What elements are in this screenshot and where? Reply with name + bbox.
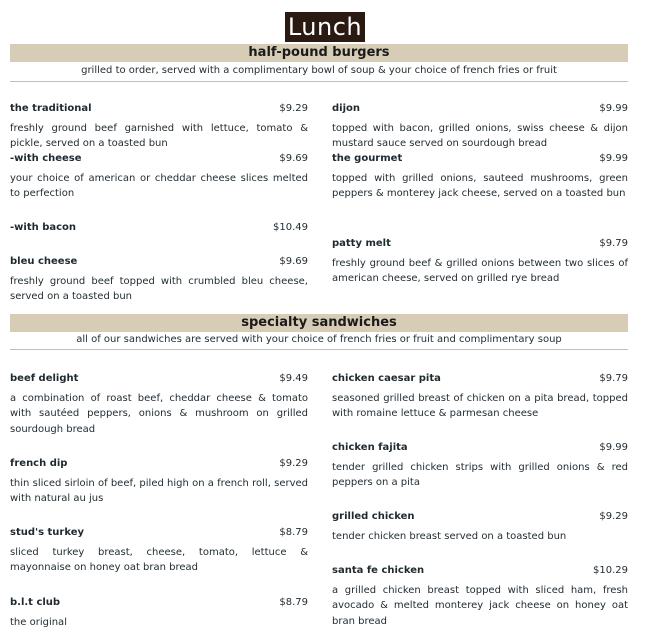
menu-item — [332, 101, 628, 152]
item-price: $9.69 — [279, 256, 308, 267]
item-price: $9.29 — [279, 103, 308, 114]
section-heading-label: specialty sandwiches — [241, 315, 397, 330]
item-name: the gourmet — [332, 153, 403, 164]
divider — [10, 81, 628, 82]
section-subtitle-burgers: grilled to order, served with a complimentary bowl of soup & your choice of french fries or fruit — [81, 65, 557, 76]
item-price: $9.29 — [599, 511, 628, 522]
item-description: freshly ground beef garnished with lettuce, tomato & pickle, served on a toasted bun — [10, 122, 308, 149]
item-price: $9.79 — [599, 373, 628, 384]
menu-item — [332, 440, 628, 491]
item-name: -with bacon — [10, 222, 77, 233]
page-title: Lunch — [285, 12, 365, 42]
item-description: a combination of roast beef, cheddar cheese & tomato with sautéed peppers, onions & mushroom on grilled sourdough bread — [10, 392, 308, 435]
menu-item — [332, 563, 628, 629]
section-heading-label: half-pound burgers — [248, 45, 390, 60]
title-banner — [0, 12, 650, 42]
menu-item — [10, 220, 308, 236]
item-description: tender chicken breast served on a toasted bun — [332, 530, 567, 542]
menu-item — [10, 595, 308, 630]
item-description: your choice of american or cheddar cheese slices melted to perfection — [10, 172, 308, 199]
item-name: grilled chicken — [332, 511, 415, 522]
item-description: tender grilled chicken strips with grilled onions & red peppers on a pita — [332, 461, 628, 488]
item-name: -with cheese — [10, 153, 82, 164]
item-price: $8.79 — [279, 597, 308, 608]
item-price: $9.99 — [599, 153, 628, 164]
item-name: patty melt — [332, 238, 391, 249]
item-price: $8.79 — [279, 527, 308, 538]
item-description: sliced turkey breast, cheese, tomato, lettuce & mayonnaise on honey oat bran bread — [10, 546, 308, 573]
item-description: seasoned grilled breast of chicken on a pita bread, topped with romaine lettuce & parmesan cheese — [332, 392, 628, 419]
item-price: $9.79 — [599, 238, 628, 249]
item-name: chicken fajita — [332, 442, 408, 453]
item-name: chicken caesar pita — [332, 373, 441, 384]
item-name: the traditional — [10, 103, 92, 114]
item-price: $9.49 — [279, 373, 308, 384]
item-description: topped with bacon, grilled onions, swiss cheese & dijon mustard sauce served on sourdough bread — [332, 122, 628, 149]
item-description: thin sliced sirloin of beef, piled high on a french roll, served with natural au jus — [10, 477, 308, 504]
menu-item — [10, 101, 308, 152]
item-description: freshly ground beef topped with crumbled bleu cheese, served on a toasted bun — [10, 275, 308, 302]
menu-item — [10, 371, 308, 437]
item-price: $9.99 — [599, 103, 628, 114]
item-name: bleu cheese — [10, 256, 78, 267]
item-name: b.l.t club — [10, 597, 61, 608]
item-name: beef delight — [10, 373, 79, 384]
menu-item — [10, 254, 308, 305]
menu-item — [10, 525, 308, 576]
menu-item — [332, 236, 628, 287]
item-description: a grilled chicken breast topped with sliced ham, fresh avocado & melted monterey jack cheese on honey oat bran bread — [332, 584, 628, 627]
menu-item — [332, 509, 628, 544]
item-price: $9.69 — [279, 153, 308, 164]
section-heading-sandwiches — [10, 314, 628, 332]
item-name: santa fe chicken — [332, 565, 425, 576]
item-price: $9.29 — [279, 458, 308, 469]
menu-item — [10, 151, 308, 202]
item-name: stud's turkey — [10, 527, 85, 538]
menu-item — [332, 151, 628, 202]
section-subtitle-sandwiches: all of our sandwiches are served with your choice of french fries or fruit and complimentary soup — [76, 334, 562, 345]
section-heading-burgers — [10, 44, 628, 62]
menu-item — [332, 371, 628, 422]
item-name: dijon — [332, 103, 361, 114]
item-price: $10.49 — [273, 222, 308, 233]
item-price: $9.99 — [599, 442, 628, 453]
item-description: freshly ground beef & grilled onions between two slices of american cheese, served on grilled rye bread — [332, 257, 628, 284]
item-description: the original — [10, 616, 67, 628]
item-description: topped with grilled onions, sauteed mushrooms, green peppers & monterey jack cheese, served on a toasted bun — [332, 172, 628, 199]
item-name: french dip — [10, 458, 68, 469]
menu-item — [10, 456, 308, 507]
divider — [10, 349, 628, 350]
item-price: $10.29 — [593, 565, 628, 576]
